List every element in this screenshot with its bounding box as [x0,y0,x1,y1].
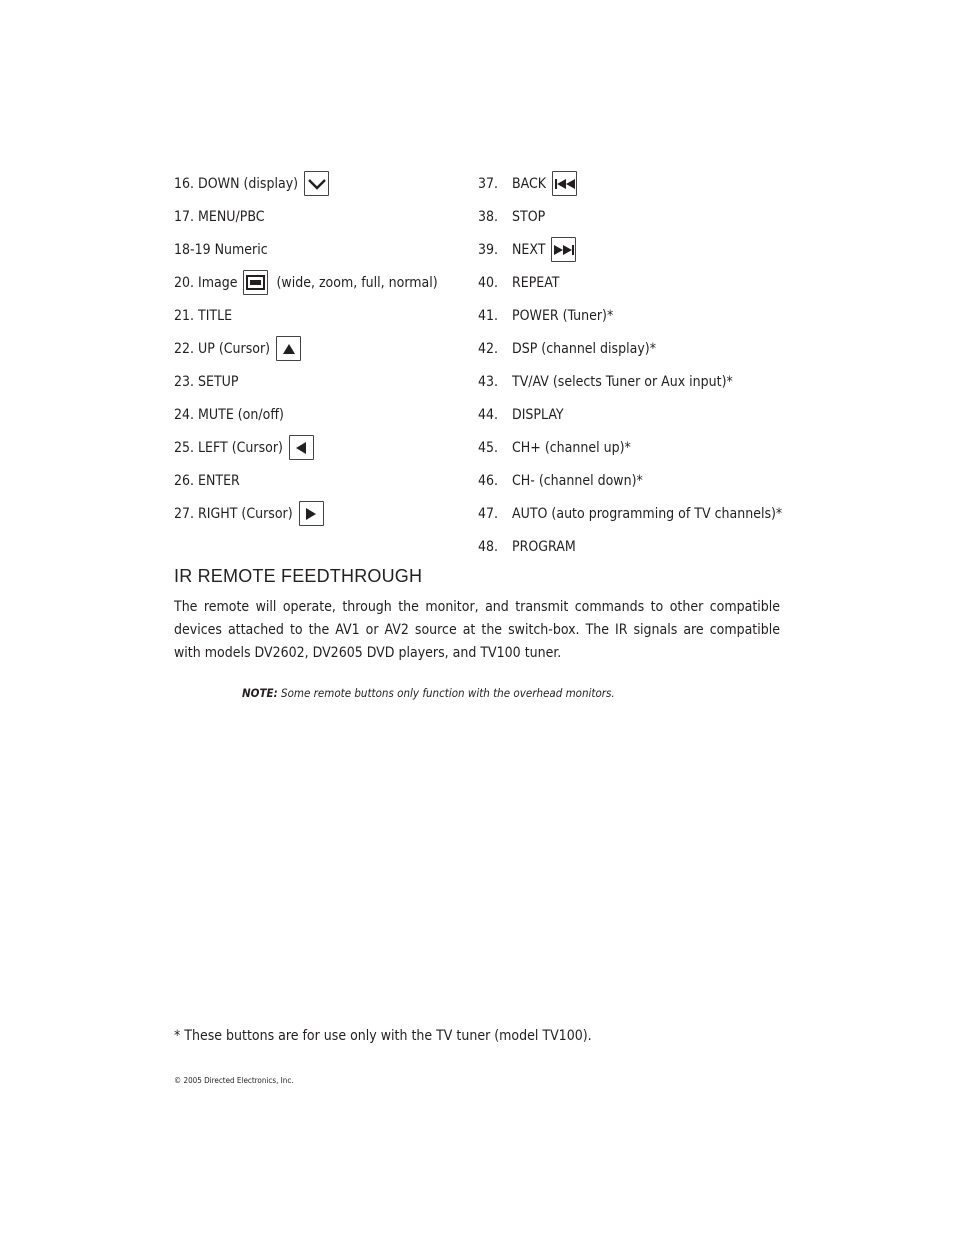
item-label: ENTER [198,472,240,489]
item-number: 27. [174,505,195,522]
item-label: SETUP [198,373,239,390]
list-item [478,398,798,431]
list-item [478,497,798,530]
list-item [478,200,798,233]
list-item [478,233,798,266]
item-label: Numeric [214,241,268,258]
item-label: POWER (Tuner)* [512,307,614,324]
item-label: Image [198,274,238,291]
copyright: © 2005 Directed Electronics, Inc. [174,1076,294,1085]
note [242,686,615,700]
item-number: 25. [174,439,195,456]
note-label: NOTE: [242,686,278,700]
item-number: 45. [478,439,499,456]
item-label: STOP [512,208,546,225]
item-number: 20. [174,274,195,291]
footnote: * These buttons are for use only with the TV tuner (model TV100). [174,1028,592,1044]
item-number: 38. [478,208,499,225]
image-icon [243,270,268,295]
list-item [174,233,464,266]
item-label: AUTO (auto programming of TV channels)* [512,505,783,522]
list-item [174,332,464,365]
item-label: MUTE (on/off) [198,406,284,423]
list-item [174,497,464,530]
list-item [174,299,464,332]
item-number: 17. [174,208,195,225]
list-item [478,365,798,398]
triangle-left-icon [289,435,314,460]
item-number: 42. [478,340,499,357]
chevron-down-icon [304,171,329,196]
item-number: 39. [478,241,499,258]
list-item [478,299,798,332]
item-number: 16. [174,175,195,192]
item-number: 26. [174,472,195,489]
note-text: Some remote buttons only function with the overhead monitors. [277,686,615,700]
item-label: CH+ (channel up)* [512,439,631,456]
item-number: 37. [478,175,499,192]
item-number: 47. [478,505,499,522]
list-item [174,266,464,299]
list-item [478,167,798,200]
item-number: 48. [478,538,499,555]
item-label: DOWN (display) [198,175,299,192]
skip-forward-icon [551,237,576,262]
item-label: NEXT [512,241,546,258]
item-label: TITLE [198,307,233,324]
triangle-up-icon [276,336,301,361]
item-label: PROGRAM [512,538,576,555]
item-label: MENU/PBC [198,208,265,225]
item-label: CH- (channel down)* [512,472,643,489]
list-item [478,431,798,464]
list-item [174,398,464,431]
item-label: DISPLAY [512,406,564,423]
item-number: 40. [478,274,499,291]
skip-back-icon [552,171,577,196]
list-item [174,167,464,200]
item-number: 22. [174,340,195,357]
item-number: 21. [174,307,195,324]
item-note: (wide, zoom, full, normal) [276,274,438,291]
item-label: DSP (channel display)* [512,340,656,357]
item-label: REPEAT [512,274,560,291]
list-item [478,530,798,563]
item-number: 24. [174,406,195,423]
item-label: UP (Cursor) [198,340,271,357]
list-item [478,464,798,497]
left-button-list [174,167,464,530]
triangle-right-icon [299,501,324,526]
item-number: 43. [478,373,499,390]
item-number: 23. [174,373,195,390]
list-item [478,332,798,365]
item-number: 44. [478,406,499,423]
list-item [174,365,464,398]
section-paragraph: The remote will operate, through the monitor, and transmit commands to other compatible devices attached to the AV1 or AV2 source at the switch-box. The IR signals are compatible with models DV2602, DV2605 DVD players, and TV100 tuner. [174,599,780,661]
item-label: TV/AV (selects Tuner or Aux input)* [512,373,733,390]
item-label: RIGHT (Cursor) [198,505,293,522]
list-item [174,200,464,233]
item-number: 46. [478,472,499,489]
list-item [174,464,464,497]
item-label: LEFT (Cursor) [198,439,283,456]
right-button-list [478,167,798,563]
list-item [174,431,464,464]
item-number: 41. [478,307,499,324]
section-heading: IR REMOTE FEEDTHROUGH [174,566,423,586]
item-number: 18-19 [174,241,211,258]
item-label: BACK [512,175,547,192]
list-item [478,266,798,299]
